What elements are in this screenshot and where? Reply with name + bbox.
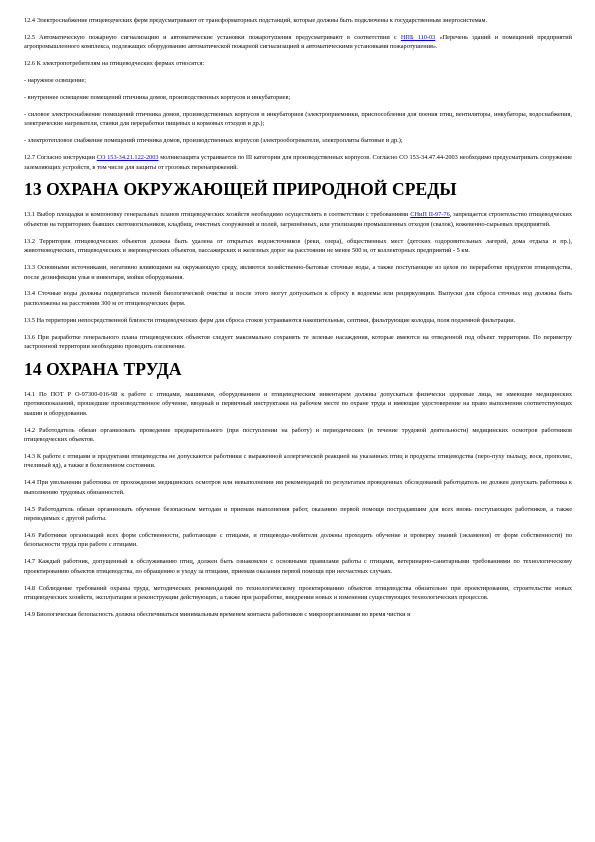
paragraph [24, 531, 572, 550]
paragraph [24, 316, 572, 325]
paragraph-text: 14.1 По ПОТ Р О-97300-016-98 к работе с птицами, машинами, оборудованием и птицеводческим инвентарем должны допускаться физически здоровые лица, не имеющие медицинских противопоказаний, прошедшие производственное обучение, вводный и первичный инструктажи на рабочем месте по охране труда и имеющие удостоверение на право выполнения соответствующих машин и оборудования. [24, 390, 572, 417]
paragraph [24, 584, 572, 603]
paragraph-text: 14.2 Работодатель обязан организовать проведение предварительного (при поступлении на работу) и периодических (в течение трудовой деятельности) медицинских осмотров работников птицеводческих объектов. [24, 426, 572, 444]
paragraph-text: - силовое электроснабжение помещений птичника домов, производственных корпусов и инкубаториев (электроприемники, приспособления для поения птиц, вентиляторы, инкубаторы, водоснабжения, электрические нагреватели, станки для переработки пищевых и кормовых отходов и др.); [24, 110, 572, 128]
section-14-heading: 14 ОХРАНА ТРУДА [24, 358, 182, 379]
paragraph [24, 289, 572, 308]
paragraph-text: 14.3 К работе с птицами и продуктами птицеводства не допускаются работники с выраженной аллергической реакцией на указанных птиц и продукты птицеводства (перо-пуху пыльцу, воск, прополис, пчелиный яд), а также в болезненном состоянии. [24, 452, 572, 470]
paragraph [24, 610, 572, 619]
paragraph [24, 110, 572, 129]
paragraph [24, 136, 572, 145]
paragraph-text: - электротепловое снабжение помещений птичника домов, производственных корпусов (электрообогреватели, электроплиты бытовые и др.); [24, 137, 403, 145]
paragraph [24, 426, 572, 445]
paragraph-text: 14.6 Работники организаций всех форм собственности, работающие с птицами, и птицеводы-любители должны проходить обучение и проверку знаний (экзаменов) от форм собственности) по безопасности труда при работе с птицами. [24, 531, 572, 549]
paragraph [24, 33, 572, 52]
paragraph-text: «Перечень зданий и помещений предприятий агропромышленного комплекса, подлежащих оборудованию автоматической пожарной сигнализацией и автоматическими установками пожаротушения». [24, 33, 573, 51]
paragraph-text: 12.5 Автоматическую пожарную сигнализацию и автоматические установки пожаротушения предусматривают в соответствии с [24, 33, 401, 41]
section-12-content [24, 16, 572, 172]
paragraph-text: 13.2 Территория птицеводческих объектов должна быть удалена от открытых водоисточников (реки, озера), общественных мест (детских оздоровительных лагерей, дома отдыха и пр.), животноводческих, птицеводческих и звероводческих объектов, пассажирских и железных дорог на расстоянии не менее 500 м, от коллекторных предприятий - 5 км. [24, 237, 572, 255]
section-14-content [24, 390, 572, 619]
paragraph [24, 390, 572, 418]
paragraph [24, 237, 572, 256]
paragraph-text: , запрещается строительство птицеводческих объектов на территориях бывших скотомогильников, кладбищ, очистных сооружений и полей, загрязнённых, или утилизации промышленных отходов (свалок), кожевенно-сырьевых предприятий. [24, 211, 572, 228]
document-page [24, 16, 572, 627]
paragraph-text: - наружное освещение; [24, 77, 87, 85]
paragraph [24, 505, 572, 524]
paragraph-text: 12.6 К электропотребителям на птицеводческих фермах относятся: [24, 60, 205, 68]
paragraph [24, 478, 572, 497]
paragraph [24, 153, 572, 172]
document-reference-link[interactable]: СНиП II-97-76 [410, 211, 450, 219]
document-reference-link[interactable]: НПБ 110-03 [400, 33, 436, 41]
paragraph [24, 16, 572, 25]
paragraph-text: молниезащита устраивается по III категории для производственных корпусов. Согласно СО 153-34.47.44-2003 необходимо предусматривать сооружение заземляющих устройств, в том числе для защиты от грозовых перенапряжений. [24, 154, 572, 171]
paragraph-text: 13.1 Выбор площадки и компоновку генеральных планов птицеводческих хозяйств необходимо осуществлять в соответствии с требованиями [24, 211, 411, 219]
paragraph-text: 12.7 Согласно инструкции [24, 154, 97, 162]
section-13-content [24, 210, 572, 351]
paragraph [24, 76, 572, 85]
paragraph-text: 12.4 Электроснабжение птицеводческих ферм предусматривают от трансформаторных подстанций, которые должны быть подключены к государственным энергосистемам. [24, 17, 488, 24]
paragraph-text: 13.6 При разработке генерального плана птицеводческих объектов следует максимально сохранять те зеленые насаждения, которые имеются на отведенной под объект территории. По периметру застроенной территории необходимо проводить озеленение. [24, 333, 572, 351]
paragraph [24, 452, 572, 471]
paragraph-text: 13.3 Основными источниками, негативно влияющими на окружающую среду, являются хозяйственно-бытовые сточные воды, а также поступающие из цехов по переработке продуктов птицеводства, после дезинфекции улья и инвентаря, мойки оборудования. [24, 264, 572, 281]
paragraph [24, 93, 572, 102]
paragraph-text: 14.7 Каждый работник, допущенный к обслуживанию птиц, должен быть ознакомлен с основными правилами работы с птицами, ветеринарно-санитарными требованиями по технологическому проектированию объектов птицеводства, по обращению и уходу за птицами, приемам оказания первой помощи при несчастных случаях. [24, 558, 572, 575]
paragraph-text: 13.4 Сточные воды должны подвергаться полной биологической очистке и после этого могут допускаться к сбросу в водоемы или рециркуляции. Выпуски для сброса сточных вод должны быть расположены на расстоянии 300 м от птицеводческих ферм. [24, 290, 572, 307]
paragraph-text: 14.8 Соблюдение требований охраны труда, методических рекомендаций по технологическому проектированию объектов птицеводства обязательно при проектировании, строительстве новых птицеводческих хозяйств, эксплуатации и реконструкции действующих, а также при разработке, внедрении новых и изменении существующих технологических процессов. [24, 584, 572, 601]
paragraph-text: 13.5 На территории непосредственной близости птицеводческих ферм для сброса стоков устраиваются накопительные, септики, фильтрующие колодцы, поля подземной фильтрации. [24, 316, 516, 324]
paragraph [24, 333, 572, 352]
paragraph-text: - внутреннее освещение помещений птичника домов, производственных корпусов и инкубаториев; [24, 94, 291, 102]
paragraph-text: 14.5 Работодатель обязан организовать обучение безопасным методам и приемам выполнения работ, оказанию первой помощи пострадавшим для всех вновь поступающих работников, а также переводимых с другой работы. [24, 505, 572, 522]
document-reference-link[interactable]: СО 153-34.21.122-2003 [96, 154, 159, 162]
paragraph-text: 14.9 Биологическая безопасность должна обеспечиваться минимальным временем контакта работников с микроорганизмами во время чистки и [24, 610, 411, 618]
paragraph [24, 263, 572, 282]
paragraph-text: 14.4 При увольнении работника от прохождения медицинских осмотров или невыполнении им рекомендаций по результатам проведенных обследований работодатель не должен допускать работника к выполнению трудовых обязанностей. [24, 479, 572, 496]
paragraph [24, 59, 572, 68]
paragraph [24, 557, 572, 576]
paragraph [24, 210, 572, 229]
section-13-heading: 13 ОХРАНА ОКРУЖАЮЩЕЙ ПРИРОДНОЙ СРЕДЫ [24, 179, 457, 200]
